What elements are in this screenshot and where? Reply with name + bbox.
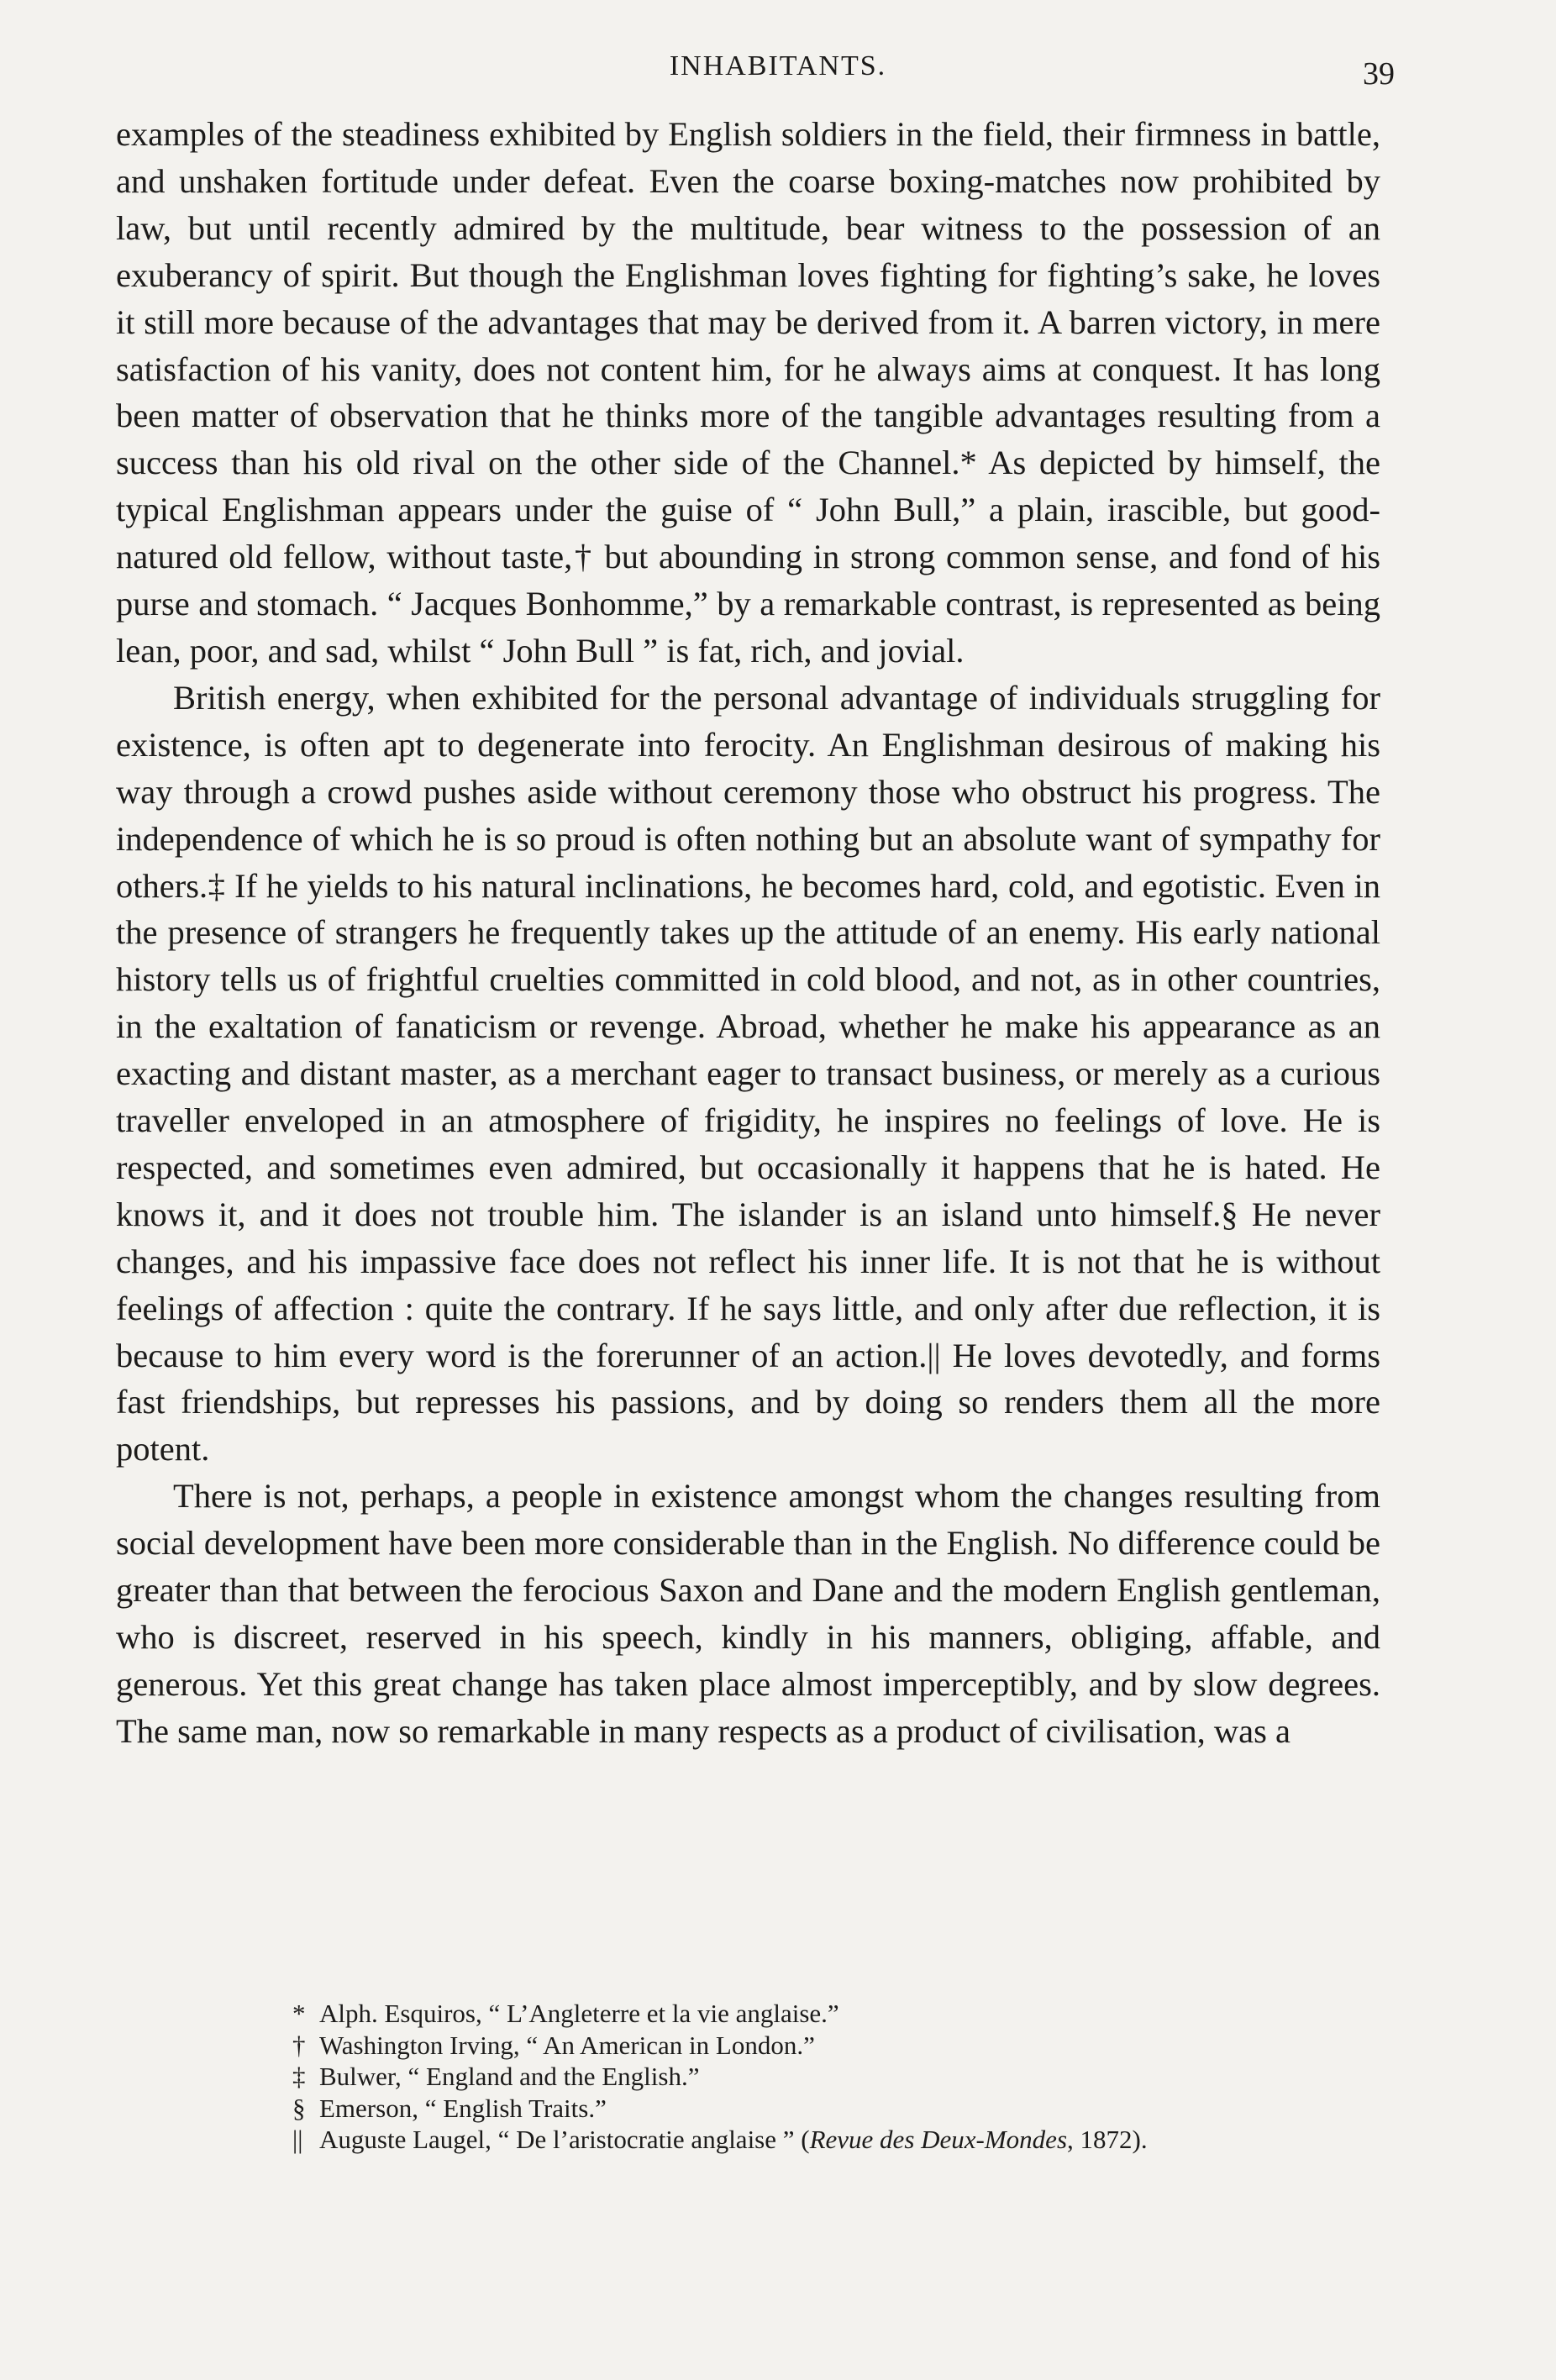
footnote-text: Auguste Laugel, “ De l’aristocratie anglaise ” (: [319, 2125, 810, 2154]
footnote-text-end: , 1872).: [1067, 2125, 1148, 2154]
paragraph-1: examples of the steadiness exhibited by English soldiers in the field, their firmness in battle, and unshaken fortitude under defeat. Even the coarse boxing-matches now prohibited by law, but until recently admired by the multitude, bear witness to the possession of an exuberancy of spirit. But though the Englishman loves fighting for fighting’s sake, he loves it still more because of the advantages that may be derived from it. A barren victory, in mere satisfaction of his vanity, does not content him, for he always aims at conquest. It has long been matter of observation that he thinks more of the tangible advantages resulting from a success than his old rival on the other side of the Channel.* As depicted by himself, the typical Englishman appears under the guise of “ John Bull,” a plain, irascible, but good-natured old fellow, without taste,† but abounding in strong common sense, and fond of his purse and stomach. “ Jacques Bonhomme,” by a remarkable contrast, is represented as being lean, poor, and sad, whilst “ John Bull ” is fat, rich, and jovial.: [116, 115, 1380, 670]
footnote-text: Alph. Esquiros, “ L’Angleterre et la vie anglaise.”: [319, 1999, 839, 2028]
footnote-mark: †: [292, 2030, 306, 2060]
paragraph-3: There is not, perhaps, a people in existence amongst whom the changes resulting from social development have been more considerable than in the English. No difference could be greater than that between the ferocious Saxon and Dane and the modern English gentleman, who is discreet, reserved in his speech, kindly in his manners, obliging, affable, and generous. Yet this great change has taken place almost imperceptibly, and by slow degrees. The same man, now so remarkable in many respects as a product of civilisation, was a: [116, 1477, 1380, 1750]
running-head: [0, 44, 1556, 94]
body-text: [116, 111, 1380, 1755]
page-number: 39: [1363, 56, 1395, 92]
footnotes: [292, 1998, 1385, 2156]
footnote-mark: *: [292, 1999, 306, 2028]
footnote-text: Bulwer, “ England and the English.”: [319, 2062, 700, 2091]
footnote-journal-title: Revue des Deux-Mondes: [809, 2125, 1068, 2154]
footnote-2: [292, 2030, 1385, 2062]
footnote-text: Emerson, “ English Traits.”: [319, 2093, 607, 2123]
footnote-mark: ||: [292, 2125, 303, 2154]
footnote-mark: §: [292, 2093, 306, 2123]
footnote-mark: ‡: [292, 2062, 306, 2091]
footnote-3: [292, 2061, 1385, 2093]
footnote-1: [292, 1998, 1385, 2030]
footnote-text: Washington Irving, “ An American in London.”: [319, 2030, 815, 2060]
footnote-4: [292, 2093, 1385, 2125]
running-title: INHABITANTS.: [669, 50, 887, 81]
paragraph-2: British energy, when exhibited for the personal advantage of individuals struggling for existence, is often apt to degenerate into ferocity. An Englishman desirous of making his way through a crowd pushes aside without ceremony those who obstruct his progress. The independence of which he is so proud is often nothing but an absolute want of sympathy for others.‡ If he yields to his natural inclinations, he becomes hard, cold, and egotistic. Even in the presence of strangers he frequently takes up the attitude of an enemy. His early national history tells us of frightful cruelties committed in cold blood, and not, as in other countries, in the exaltation of fanaticism or revenge. Abroad, whether he make his appearance as an exacting and distant master, as a merchant eager to transact business, or merely as a curious traveller enveloped in an atmosphere of frigidity, he inspires no feelings of love. He is respected, and sometimes even admired, but occasionally it happens that he is hated. He knows it, and it does not trouble him. The islander is an island unto himself.§ He never changes, and his impassive face does not reflect his inner life. It is not that he is without feelings of affection : quite the contrary. If he says little, and only after due reflection, it is because to him every word is the forerunner of an action.|| He loves devotedly, and forms fast friendships, but represses his passions, and by doing so renders them all the more potent.: [116, 678, 1380, 1468]
footnote-5: [292, 2124, 1385, 2156]
